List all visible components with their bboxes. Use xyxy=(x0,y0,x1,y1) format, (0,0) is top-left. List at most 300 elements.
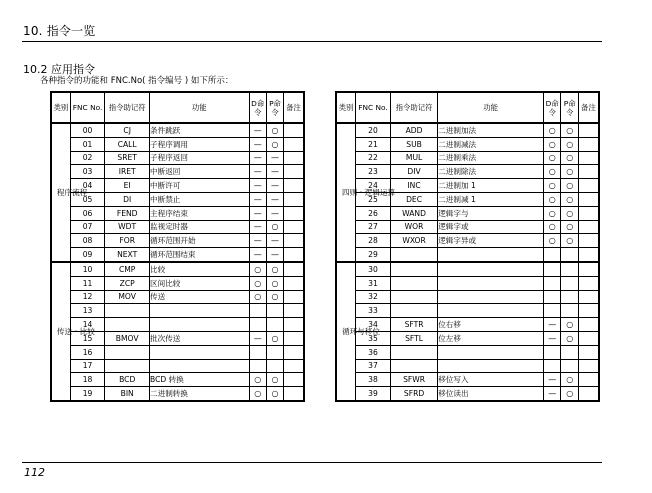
p-command-cell: ○ xyxy=(561,220,578,234)
mnemonic-cell xyxy=(390,359,437,373)
note-cell xyxy=(284,248,304,262)
table-row xyxy=(51,345,304,359)
table-row xyxy=(51,206,304,220)
table-row xyxy=(51,123,304,137)
note-cell xyxy=(578,151,599,165)
function-cell xyxy=(438,248,544,262)
note-cell xyxy=(284,179,304,193)
p-command-cell: ○ xyxy=(266,262,283,276)
d-command-cell: — xyxy=(249,331,266,345)
mnemonic-cell xyxy=(390,290,437,304)
note-cell xyxy=(578,373,599,387)
d-command-cell: — xyxy=(544,387,561,401)
fnc-number: 16 xyxy=(70,345,105,359)
p-command-cell: ○ xyxy=(266,331,283,345)
category-label: 循环与移位 xyxy=(342,326,380,336)
mnemonic-cell: BMOV xyxy=(105,331,150,345)
col-header-function: 功能 xyxy=(438,92,544,123)
note-cell xyxy=(284,165,304,179)
d-command-cell: — xyxy=(249,137,266,151)
table-row xyxy=(51,248,304,262)
fnc-number: 07 xyxy=(70,220,105,234)
p-command-cell: ○ xyxy=(266,387,283,401)
note-cell xyxy=(284,220,304,234)
function-cell: 逻辑字异或 xyxy=(438,234,544,248)
p-command-cell xyxy=(561,290,578,304)
function-cell: BCD 转换 xyxy=(150,373,250,387)
p-command-cell xyxy=(561,359,578,373)
p-command-cell xyxy=(561,345,578,359)
fnc-number: 37 xyxy=(356,359,391,373)
function-cell xyxy=(438,345,544,359)
col-header-mnemonic: 指令助记符 xyxy=(105,92,150,123)
note-cell xyxy=(284,234,304,248)
fnc-number: 09 xyxy=(70,248,105,262)
col-header-d: D命令 xyxy=(544,92,561,123)
col-header-mnemonic: 指令助记符 xyxy=(390,92,437,123)
table-row xyxy=(336,248,599,262)
fnc-number: 18 xyxy=(70,373,105,387)
note-cell xyxy=(578,359,599,373)
note-cell xyxy=(284,304,304,318)
d-command-cell: — xyxy=(544,331,561,345)
fnc-number: 05 xyxy=(70,192,105,206)
note-cell xyxy=(284,387,304,401)
note-cell xyxy=(578,276,599,290)
mnemonic-cell: ZCP xyxy=(105,276,150,290)
d-command-cell: — xyxy=(249,192,266,206)
fnc-number: 22 xyxy=(356,151,391,165)
d-command-cell: ○ xyxy=(249,387,266,401)
note-cell xyxy=(284,123,304,137)
function-cell: 二进制减 1 xyxy=(438,192,544,206)
table-row xyxy=(336,359,599,373)
table-row xyxy=(51,192,304,206)
mnemonic-cell: INC xyxy=(390,179,437,193)
fnc-number: 27 xyxy=(356,220,391,234)
table-row xyxy=(51,262,304,276)
function-cell: 移位写入 xyxy=(438,373,544,387)
fnc-number: 17 xyxy=(70,359,105,373)
d-command-cell: — xyxy=(249,220,266,234)
table-header-row xyxy=(336,92,599,123)
d-command-cell: ○ xyxy=(544,234,561,248)
table-row xyxy=(51,359,304,373)
note-cell xyxy=(284,276,304,290)
p-command-cell: ○ xyxy=(561,165,578,179)
table-row xyxy=(51,304,304,318)
function-cell: 监视定时器 xyxy=(150,220,250,234)
mnemonic-cell: DI xyxy=(105,192,150,206)
mnemonic-cell: BCD xyxy=(105,373,150,387)
d-command-cell: — xyxy=(249,123,266,137)
d-command-cell xyxy=(544,359,561,373)
table-row xyxy=(51,165,304,179)
p-command-cell: — xyxy=(266,165,283,179)
table-row xyxy=(336,387,599,401)
d-command-cell: — xyxy=(249,165,266,179)
d-command-cell: ○ xyxy=(544,123,561,137)
fnc-number: 28 xyxy=(356,234,391,248)
p-command-cell xyxy=(561,304,578,318)
function-cell: 比较 xyxy=(150,262,250,276)
p-command-cell: ○ xyxy=(561,192,578,206)
table-row xyxy=(336,165,599,179)
fnc-number: 29 xyxy=(356,248,391,262)
d-command-cell: — xyxy=(249,206,266,220)
fnc-number: 20 xyxy=(356,123,391,137)
table-row xyxy=(51,220,304,234)
fnc-number: 12 xyxy=(70,290,105,304)
fnc-number: 26 xyxy=(356,206,391,220)
table-row xyxy=(336,234,599,248)
mnemonic-cell: FOR xyxy=(105,234,150,248)
section-intro: 各种指令的功能和 FNC.No( 指令编号 ) 如下所示： xyxy=(40,76,234,86)
table-body xyxy=(51,123,304,401)
table-row xyxy=(336,192,599,206)
fnc-number: 32 xyxy=(356,290,391,304)
function-cell xyxy=(150,318,250,332)
function-cell: 中断返回 xyxy=(150,165,250,179)
mnemonic-cell: DIV xyxy=(390,165,437,179)
col-header-category: 类别 xyxy=(51,92,70,123)
note-cell xyxy=(578,206,599,220)
function-cell: 位右移 xyxy=(438,318,544,332)
function-cell xyxy=(438,359,544,373)
note-cell xyxy=(284,151,304,165)
instruction-table-left xyxy=(50,91,305,402)
function-cell: 中断禁止 xyxy=(150,192,250,206)
d-command-cell: ○ xyxy=(249,290,266,304)
function-cell: 二进制减法 xyxy=(438,137,544,151)
p-command-cell: ○ xyxy=(266,276,283,290)
note-cell xyxy=(578,165,599,179)
table-row xyxy=(51,137,304,151)
header-rule xyxy=(22,41,602,42)
function-cell: 位左移 xyxy=(438,331,544,345)
col-header-category: 类别 xyxy=(336,92,356,123)
fnc-number: 23 xyxy=(356,165,391,179)
p-command-cell: ○ xyxy=(561,373,578,387)
d-command-cell xyxy=(249,345,266,359)
table-row xyxy=(336,137,599,151)
p-command-cell xyxy=(561,276,578,290)
fnc-number: 06 xyxy=(70,206,105,220)
col-header-fnc: FNC No. xyxy=(356,92,391,123)
function-cell xyxy=(438,276,544,290)
mnemonic-cell: SFTL xyxy=(390,331,437,345)
p-command-cell xyxy=(266,318,283,332)
note-cell xyxy=(578,234,599,248)
fnc-number: 33 xyxy=(356,304,391,318)
table-row xyxy=(51,179,304,193)
function-cell xyxy=(150,304,250,318)
mnemonic-cell xyxy=(390,262,437,276)
function-cell: 中断许可 xyxy=(150,179,250,193)
p-command-cell: ○ xyxy=(561,123,578,137)
note-cell xyxy=(284,290,304,304)
fnc-number: 35 xyxy=(356,331,391,345)
fnc-number: 14 xyxy=(70,318,105,332)
p-command-cell: ○ xyxy=(561,318,578,332)
note-cell xyxy=(578,220,599,234)
note-cell xyxy=(284,137,304,151)
mnemonic-cell: CALL xyxy=(105,137,150,151)
p-command-cell: ○ xyxy=(561,206,578,220)
d-command-cell: ○ xyxy=(249,262,266,276)
p-command-cell: ○ xyxy=(561,387,578,401)
fnc-number: 13 xyxy=(70,304,105,318)
d-command-cell: — xyxy=(249,179,266,193)
mnemonic-cell: WAND xyxy=(390,206,437,220)
table-row xyxy=(336,345,599,359)
mnemonic-cell xyxy=(390,304,437,318)
fnc-number: 38 xyxy=(356,373,391,387)
note-cell xyxy=(284,318,304,332)
note-cell xyxy=(578,345,599,359)
note-cell xyxy=(284,331,304,345)
d-command-cell xyxy=(544,345,561,359)
function-cell xyxy=(438,304,544,318)
instruction-table-right xyxy=(335,91,600,402)
fnc-number: 36 xyxy=(356,345,391,359)
p-command-cell: ○ xyxy=(561,331,578,345)
mnemonic-cell: SFRD xyxy=(390,387,437,401)
fnc-number: 39 xyxy=(356,387,391,401)
mnemonic-cell: EI xyxy=(105,179,150,193)
table-row xyxy=(336,373,599,387)
table-row xyxy=(336,220,599,234)
note-cell xyxy=(578,262,599,276)
mnemonic-cell: WXOR xyxy=(390,234,437,248)
d-command-cell xyxy=(544,262,561,276)
table-row xyxy=(336,123,599,137)
fnc-number: 25 xyxy=(356,192,391,206)
function-cell: 循环范围开始 xyxy=(150,234,250,248)
mnemonic-cell xyxy=(105,345,150,359)
mnemonic-cell: SFWR xyxy=(390,373,437,387)
category-label: 四则・逻辑运算 xyxy=(342,187,396,197)
function-cell: 条件跳跃 xyxy=(150,123,250,137)
mnemonic-cell: NEXT xyxy=(105,248,150,262)
mnemonic-cell: WOR xyxy=(390,220,437,234)
table-row xyxy=(336,276,599,290)
function-cell: 二进制加 1 xyxy=(438,179,544,193)
fnc-number: 03 xyxy=(70,165,105,179)
d-command-cell: ○ xyxy=(249,276,266,290)
d-command-cell: — xyxy=(544,373,561,387)
d-command-cell xyxy=(544,276,561,290)
col-header-note: 备注 xyxy=(284,92,304,123)
p-command-cell xyxy=(266,304,283,318)
fnc-number: 10 xyxy=(70,262,105,276)
table-row xyxy=(51,331,304,345)
mnemonic-cell: SFTR xyxy=(390,318,437,332)
mnemonic-cell xyxy=(105,359,150,373)
mnemonic-cell: WDT xyxy=(105,220,150,234)
function-cell xyxy=(438,290,544,304)
d-command-cell: ○ xyxy=(544,192,561,206)
function-cell: 逻辑字与 xyxy=(438,206,544,220)
function-cell: 主程序结束 xyxy=(150,206,250,220)
function-cell: 传送 xyxy=(150,290,250,304)
mnemonic-cell: CMP xyxy=(105,262,150,276)
fnc-number: 21 xyxy=(356,137,391,151)
note-cell xyxy=(578,123,599,137)
mnemonic-cell: ADD xyxy=(390,123,437,137)
p-command-cell: ○ xyxy=(266,290,283,304)
function-cell: 逻辑字或 xyxy=(438,220,544,234)
table-row xyxy=(336,262,599,276)
mnemonic-cell: FEND xyxy=(105,206,150,220)
p-command-cell: ○ xyxy=(266,137,283,151)
d-command-cell xyxy=(249,304,266,318)
p-command-cell: ○ xyxy=(266,373,283,387)
function-cell xyxy=(438,262,544,276)
p-command-cell xyxy=(561,248,578,262)
note-cell xyxy=(284,192,304,206)
col-header-d: D命令 xyxy=(249,92,266,123)
table-row xyxy=(336,151,599,165)
d-command-cell xyxy=(544,248,561,262)
fnc-number: 15 xyxy=(70,331,105,345)
note-cell xyxy=(578,179,599,193)
category-label: 传送・比较 xyxy=(56,326,95,336)
d-command-cell: — xyxy=(544,318,561,332)
d-command-cell: ○ xyxy=(544,137,561,151)
d-command-cell xyxy=(249,318,266,332)
note-cell xyxy=(578,387,599,401)
function-cell: 二进制加法 xyxy=(438,123,544,137)
table-row xyxy=(51,276,304,290)
d-command-cell: ○ xyxy=(544,179,561,193)
col-header-p: P命令 xyxy=(266,92,283,123)
table-body xyxy=(336,123,599,401)
p-command-cell: — xyxy=(266,192,283,206)
mnemonic-cell: SRET xyxy=(105,151,150,165)
mnemonic-cell: MUL xyxy=(390,151,437,165)
section-title: 10.2 应用指令 xyxy=(23,63,95,76)
table-row xyxy=(336,290,599,304)
table-row xyxy=(51,373,304,387)
p-command-cell: — xyxy=(266,248,283,262)
note-cell xyxy=(578,290,599,304)
mnemonic-cell xyxy=(390,276,437,290)
note-cell xyxy=(284,206,304,220)
function-cell: 二进制转换 xyxy=(150,387,250,401)
function-cell: 循环范围结束 xyxy=(150,248,250,262)
function-cell: 批次传送 xyxy=(150,331,250,345)
col-header-function: 功能 xyxy=(150,92,250,123)
fnc-number: 02 xyxy=(70,151,105,165)
note-cell xyxy=(578,248,599,262)
note-cell xyxy=(578,304,599,318)
d-command-cell: ○ xyxy=(544,220,561,234)
function-cell xyxy=(150,359,250,373)
note-cell xyxy=(284,359,304,373)
p-command-cell xyxy=(266,359,283,373)
d-command-cell: ○ xyxy=(249,373,266,387)
p-command-cell: ○ xyxy=(266,123,283,137)
mnemonic-cell xyxy=(390,248,437,262)
table-row xyxy=(336,206,599,220)
category-label: 程序流程 xyxy=(56,187,88,197)
note-cell xyxy=(578,331,599,345)
fnc-number: 00 xyxy=(70,123,105,137)
p-command-cell: ○ xyxy=(561,234,578,248)
fnc-number: 01 xyxy=(70,137,105,151)
p-command-cell: ○ xyxy=(561,151,578,165)
function-cell xyxy=(150,345,250,359)
p-command-cell: ○ xyxy=(561,137,578,151)
function-cell: 移位读出 xyxy=(438,387,544,401)
d-command-cell: ○ xyxy=(544,165,561,179)
function-cell: 二进制除法 xyxy=(438,165,544,179)
fnc-number: 31 xyxy=(356,276,391,290)
mnemonic-cell xyxy=(105,304,150,318)
note-cell xyxy=(578,137,599,151)
note-cell xyxy=(284,345,304,359)
p-command-cell: ○ xyxy=(561,179,578,193)
note-cell xyxy=(284,373,304,387)
mnemonic-cell: IRET xyxy=(105,165,150,179)
col-header-fnc: FNC No. xyxy=(70,92,105,123)
d-command-cell: — xyxy=(249,248,266,262)
fnc-number: 24 xyxy=(356,179,391,193)
p-command-cell: — xyxy=(266,206,283,220)
table-row xyxy=(51,151,304,165)
p-command-cell: — xyxy=(266,179,283,193)
fnc-number: 19 xyxy=(70,387,105,401)
mnemonic-cell: DEC xyxy=(390,192,437,206)
mnemonic-cell xyxy=(390,345,437,359)
d-command-cell xyxy=(544,304,561,318)
fnc-number: 34 xyxy=(356,318,391,332)
col-header-note: 备注 xyxy=(578,92,599,123)
d-command-cell: — xyxy=(249,151,266,165)
d-command-cell: ○ xyxy=(544,151,561,165)
note-cell xyxy=(578,192,599,206)
mnemonic-cell: CJ xyxy=(105,123,150,137)
table-row xyxy=(336,331,599,345)
function-cell: 二进制乘法 xyxy=(438,151,544,165)
p-command-cell: — xyxy=(266,151,283,165)
fnc-number: 08 xyxy=(70,234,105,248)
table-row xyxy=(336,304,599,318)
fnc-number: 30 xyxy=(356,262,391,276)
chapter-title: 10. 指令一览 xyxy=(23,24,96,38)
table-header-row xyxy=(51,92,304,123)
fnc-number: 04 xyxy=(70,179,105,193)
col-header-p: P命令 xyxy=(561,92,578,123)
mnemonic-cell: SUB xyxy=(390,137,437,151)
function-cell: 子程序调用 xyxy=(150,137,250,151)
d-command-cell xyxy=(544,290,561,304)
d-command-cell: ○ xyxy=(544,206,561,220)
function-cell: 区间比较 xyxy=(150,276,250,290)
page-number: 112 xyxy=(24,466,45,479)
p-command-cell: — xyxy=(266,234,283,248)
table-row xyxy=(51,290,304,304)
p-command-cell xyxy=(266,345,283,359)
d-command-cell xyxy=(249,359,266,373)
d-command-cell: — xyxy=(249,234,266,248)
note-cell xyxy=(578,318,599,332)
mnemonic-cell xyxy=(105,318,150,332)
table-row xyxy=(51,234,304,248)
p-command-cell xyxy=(561,262,578,276)
footer-rule xyxy=(22,462,602,463)
